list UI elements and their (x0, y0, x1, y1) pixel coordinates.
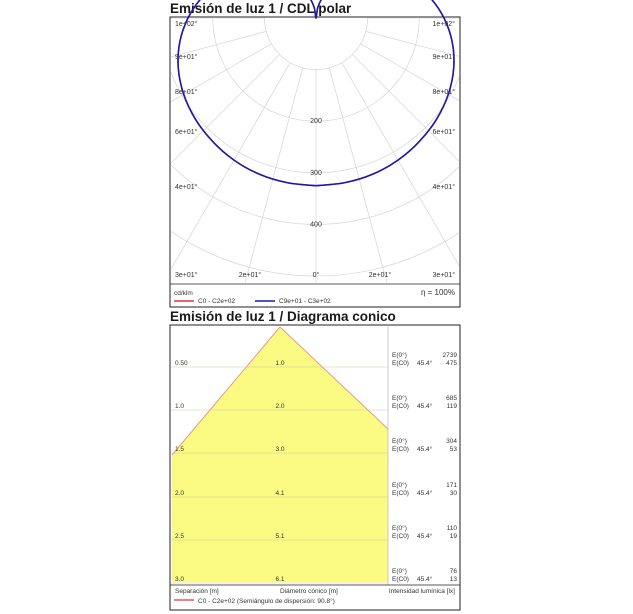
polar-angle-label-left: 6e+01° (175, 129, 198, 136)
legend-label-c0: C0 - C2e+02 (198, 298, 236, 305)
conic-diameter-value: 2.0 (275, 403, 285, 410)
conic-angle-label: 45.4° (417, 403, 433, 410)
conic-ec0-label: E(C0) (392, 360, 409, 367)
conic-ec0-value: 53 (449, 446, 457, 453)
polar-angle-label-right: 9e+01° (432, 54, 455, 61)
conic-ec0-value: 30 (449, 490, 457, 497)
conic-e0-label: E(0°) (392, 352, 407, 359)
polar-radial-tick-label: 400 (310, 221, 322, 229)
conic-ec0-value: 19 (449, 533, 457, 540)
polar-angle-label-bottom: 2e+01° (238, 272, 262, 279)
conic-diameter-value: 3.0 (275, 446, 285, 453)
conic-ec0-label: E(C0) (392, 403, 409, 410)
conic-ec0-label: E(C0) (392, 533, 409, 540)
conic-ec0-value: 475 (446, 360, 457, 367)
conic-e0-label: E(0°) (392, 525, 407, 532)
polar-angle-label-right: 1e+02° (432, 21, 455, 28)
conic-separation-value: 3.0 (175, 576, 185, 583)
footer-legend: C0 - C2e+02 (Semiángulo de dispersión: 90.8°) (198, 598, 335, 605)
polar-angle-label-bottom: 0° (312, 272, 320, 279)
conic-diameter-value: 5.1 (275, 533, 285, 540)
conic-separation-value: 2.5 (175, 533, 185, 540)
conic-e0-value: 2739 (442, 352, 457, 359)
polar-radial-tick-label: 300 (310, 169, 322, 177)
conic-e0-value: 171 (446, 482, 457, 489)
footer-separation: Separación [m] (175, 588, 219, 595)
conic-e0-value: 304 (446, 438, 457, 445)
conic-separation-value: 0.50 (175, 360, 188, 367)
polar-grid-spoke (366, 0, 633, 5)
conic-ec0-label: E(C0) (392, 490, 409, 497)
polar-angle-label-left: 9e+01° (175, 54, 198, 61)
polar-chart-title: Emisión de luz 1 / CDL polar (170, 1, 352, 16)
polar-radial-tick-label: 200 (310, 118, 322, 126)
polar-angle-label-left: 4e+01° (175, 184, 198, 191)
polar-efficiency: η = 100% (420, 288, 455, 297)
conic-diameter-value: 6.1 (275, 576, 285, 583)
polar-angle-label-left: 3e+01° (175, 272, 198, 279)
conic-separation-value: 2.0 (175, 490, 185, 497)
polar-angle-label-right: 8e+01° (432, 89, 455, 96)
conic-e0-value: 76 (449, 568, 457, 575)
conic-angle-label: 45.4° (417, 490, 433, 497)
conic-diameter-value: 4.1 (275, 490, 285, 497)
polar-unit: cd/klm (174, 290, 193, 297)
conic-e0-label: E(0°) (392, 568, 407, 575)
polar-angle-label-bottom: 2e+01° (368, 272, 392, 279)
conic-e0-label: E(0°) (392, 395, 407, 402)
conic-ec0-value: 13 (449, 576, 457, 583)
polar-angle-label-left: 8e+01° (175, 89, 198, 96)
conic-ec0-label: E(C0) (392, 576, 409, 583)
conic-e0-value: 685 (446, 395, 457, 402)
conic-e0-label: E(0°) (392, 438, 407, 445)
conic-ec0-value: 119 (446, 403, 457, 410)
polar-angle-label-right: 4e+01° (432, 184, 455, 191)
conic-e0-value: 110 (446, 525, 457, 532)
conic-angle-label: 45.4° (417, 533, 433, 540)
footer-intensity: Intensidad lumínica [lx] (388, 588, 455, 595)
conic-ec0-label: E(C0) (392, 446, 409, 453)
polar-angle-label-right: 3e+01° (432, 272, 455, 279)
conic-separation-value: 1.0 (175, 403, 185, 410)
footer-diameter: Diámetro cónico [m] (280, 588, 338, 595)
conic-angle-label: 45.4° (417, 446, 433, 453)
conic-angle-label: 45.4° (417, 576, 433, 583)
legend-label-c90: C9e+01 - C3e+02 (279, 298, 331, 305)
polar-frame (170, 17, 460, 307)
conic-separation-value: 1.5 (175, 446, 185, 453)
conic-angle-label: 45.4° (417, 360, 433, 367)
conic-chart-title: Emisión de luz 1 / Diagrama conico (170, 309, 396, 324)
conic-e0-label: E(0°) (392, 482, 407, 489)
polar-angle-label-right: 6e+01° (432, 129, 455, 136)
conic-diameter-value: 1.0 (275, 360, 285, 367)
polar-angle-label-left: 1e+02° (175, 21, 198, 28)
polar-grid-spoke (0, 0, 266, 5)
